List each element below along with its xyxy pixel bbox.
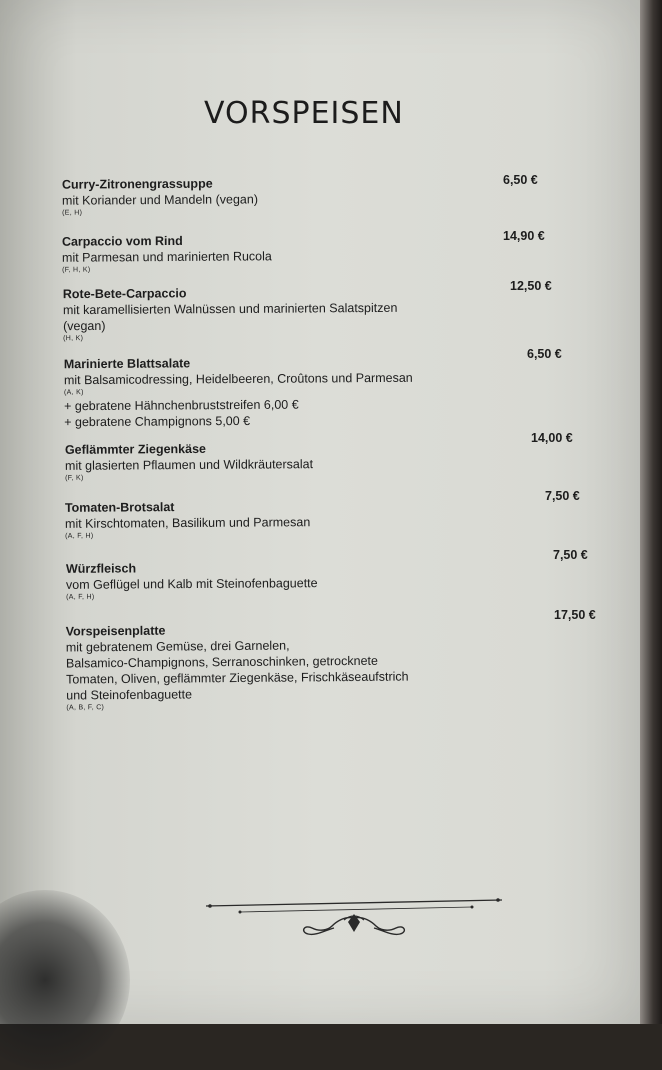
menu-item [62, 232, 272, 275]
item-name: Rote-Bete-Carpaccio [62, 286, 187, 302]
item-description: (vegan) [63, 318, 106, 334]
item-name: Vorspeisenplatte [65, 623, 166, 639]
item-name: Marinierte Blattsalate [63, 356, 191, 372]
item-price: 7,50 € [553, 548, 588, 562]
item-name: Curry-Zitronengrassuppe [61, 176, 213, 192]
item-description: mit glasierten Pflaumen und Wildkräutersalat [64, 457, 314, 473]
item-price: 14,00 € [531, 431, 573, 445]
item-price: 14,90 € [503, 229, 545, 243]
item-description: mit Kirschtomaten, Basilikum und Parmesan [64, 515, 311, 531]
item-price: 7,50 € [545, 489, 580, 503]
menu-item [66, 621, 409, 714]
menu-item [65, 498, 311, 542]
item-price: 6,50 € [527, 347, 562, 361]
item-description: Balsamico-Champignons, Serranoschinken, getrocknete [65, 653, 378, 671]
item-price: 6,50 € [503, 173, 538, 187]
item-description: mit Koriander und Mandeln (vegan) [61, 192, 259, 208]
item-allergens: (F, K) [65, 474, 84, 482]
item-name: Tomaten-Brotsalat [64, 500, 175, 515]
item-name: Carpaccio vom Rind [61, 233, 183, 249]
page-edge [640, 0, 662, 1024]
item-price: 17,50 € [554, 608, 596, 622]
menu-item [63, 284, 398, 344]
item-extra: + gebratene Champignons 5,00 € [64, 413, 251, 430]
item-allergens: (A, F, H) [66, 593, 95, 601]
item-name: Würzfleisch [65, 561, 137, 576]
menu-item [66, 559, 318, 603]
item-description: mit Parmesan und marinierten Rucola [61, 249, 272, 265]
ornament-divider [204, 892, 504, 942]
item-allergens: (A, B, F, C) [66, 704, 105, 712]
item-name: Geflämmter Ziegenkäse [64, 441, 207, 457]
item-description: vom Geflügel und Kalb mit Steinofenbaguette [65, 576, 318, 592]
item-description: und Steinofenbaguette [66, 687, 193, 703]
item-allergens: (H, K) [63, 335, 84, 343]
item-description: mit Balsamicodressing, Heidelbeeren, Croûtons und Parmesan [63, 370, 413, 388]
item-allergens: (A, K) [63, 389, 84, 397]
item-price: 12,50 € [510, 279, 552, 293]
item-allergens: (F, H, K) [62, 266, 91, 274]
menu-item [62, 175, 258, 218]
item-description: mit karamellisierten Walnüssen und marinierten Salatspitzen [62, 300, 398, 318]
item-description: Tomaten, Oliven, geflämmter Ziegenkäse, Frischkäseaufstrich [66, 669, 409, 687]
item-description: mit gebratenem Gemüse, drei Garnelen, [65, 638, 290, 655]
item-allergens: (E, H) [62, 209, 83, 217]
menu-item [64, 354, 413, 430]
item-extra: + gebratene Hähnchenbruststreifen 6,00 € [64, 397, 299, 414]
menu-item [65, 440, 313, 484]
item-allergens: (A, F, H) [65, 532, 94, 540]
page-title: VORSPEISEN [204, 96, 404, 131]
